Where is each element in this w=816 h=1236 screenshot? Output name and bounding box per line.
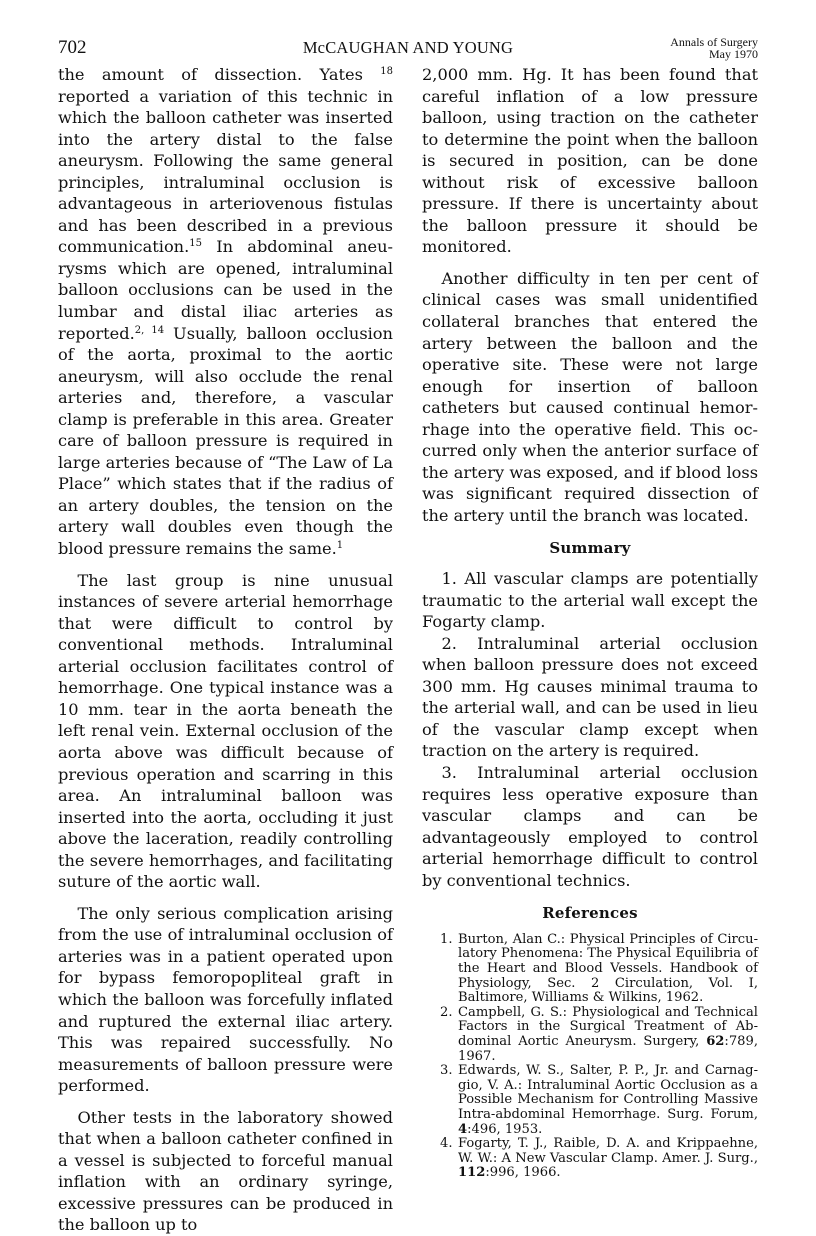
reference-text: Fogarty, T. J., Raible, D. A. and Krippaehne, W. W.: A New Vascular Clamp. Amer. J. Surg., <box>458 1136 758 1166</box>
text-run: reported a variation of this technic in which the balloon catheter was inserted into the artery distal to the false aneurysm. Following the same general principles, intraluminal occlusion is advantageous in arteriovenous fistulas and has been described in a previous communication. <box>58 86 393 257</box>
body-paragraph: The last group is nine unusual instances of severe arterial hemorrhage that were difficult to control by conventional methods. Intraluminal arterial occlusion facilitates control of hemorrhage. One typical instance was a 10 mm. tear in the aorta beneath the left renal vein. External occlusion of the aorta above was difficult because of previous operation and scarring in this area. An intraluminal balloon was inserted into the aorta, occluding it just above the laceration, readily controlling the severe hemorrhages, and facilitating suture of the aortic wall. <box>58 570 393 892</box>
citation-superscript: 2, 14 <box>134 324 165 336</box>
journal-citation <box>670 36 758 60</box>
reference-pages: :996, 1966. <box>485 1165 561 1181</box>
reference-item <box>422 1137 758 1181</box>
body-paragraph <box>58 64 393 560</box>
reference-number: 3. <box>440 1063 453 1079</box>
text-run: the amount of dissection. Yates <box>58 65 381 84</box>
references-heading: References <box>542 904 638 923</box>
summary-item: 3. Intraluminal arterial occlusion requires less operative exposure than vascular clamps and can be advantageously employed to control arterial hemorrhage difficult to control by conventional technics. <box>422 762 758 890</box>
summary-item: 2. Intraluminal arterial occlusion when balloon pressure does not exceed 300 mm. Hg causes minimal trauma to the arterial wall, and can be used in lieu of the vascular clamp except when traction on the artery is required. <box>422 633 758 761</box>
reference-number: 1. <box>440 931 453 947</box>
citation-superscript: 18 <box>380 66 393 77</box>
journal-name: Annals of Surgery <box>670 35 758 49</box>
reference-pages: :789, 1967. <box>458 1033 758 1064</box>
reference-item <box>422 1006 758 1064</box>
left-column <box>58 64 393 1236</box>
reference-volume: 4 <box>458 1121 468 1137</box>
reference-item <box>422 1064 758 1137</box>
reference-text: Campbell, G. S.: Physiological and Technical Factors in the Surgical Treatment of Abdominal Aortic Aneurysm. Surgery, <box>458 1004 758 1049</box>
reference-volume: 62 <box>706 1033 725 1049</box>
running-title: McCAUGHAN AND YOUNG <box>302 38 514 57</box>
body-paragraph: Another difficulty in ten per cent of clinical cases was small unidentified collateral branches that entered the artery between the balloon and the operative site. These were not large enough for insertion of balloon catheters but caused continual hemorrhage into the operative field. This occurred only when the anterior surface of the artery was exposed, and if blood loss was significant required dissection of the artery until the branch was located. <box>422 268 758 525</box>
right-column <box>422 64 758 1181</box>
citation-superscript: 1 <box>336 540 344 552</box>
reference-pages: :496, 1953. <box>467 1121 543 1137</box>
reference-item <box>422 933 758 1006</box>
body-paragraph: Other tests in the laboratory showed that when a balloon catheter confined in a vessel is subjected to forceful manual inflation with an ordinary syringe, excessive pressures can be produced in the balloon up to <box>58 1107 393 1235</box>
text-run: In abdominal aneurysms which are opened, intraluminal balloon occlusions can be used in the lumbar and distal iliac arteries as reported. <box>58 237 393 343</box>
reference-text: Edwards, W. S., Salter, P. P., Jr. and Carnaggio, V. A.: Intraluminal Aortic Occlusion as a Possible Mechanism for Controlling Massive Intra-abdominal Hemorrhage. Surg. Forum, <box>458 1063 758 1122</box>
reference-volume: 112 <box>458 1165 486 1181</box>
reference-number: 4. <box>440 1136 453 1152</box>
reference-number: 2. <box>440 1004 453 1020</box>
summary-heading: Summary <box>549 539 631 558</box>
running-head <box>58 34 758 64</box>
journal-date: May 1970 <box>709 47 758 61</box>
summary-item: 1. All vascular clamps are potentially traumatic to the arterial wall except the Fogarty clamp. <box>422 569 758 632</box>
citation-superscript: 15 <box>189 238 202 250</box>
reference-list <box>422 933 758 1181</box>
body-paragraph: The only serious complication arising from the use of intraluminal occlusion of arteries was in a patient operated upon for bypass femoropopliteal graft in which the balloon was forcefully inflated and ruptured the external iliac artery. This was repaired successfully. No measurements of balloon pressure were performed. <box>58 903 393 1096</box>
text-run: Usually, balloon occlusion of the aorta, proximal to the aortic aneurysm, will also occlude the renal arteries and, therefore, a vascular clamp is preferable in this area. Greater care of balloon pressure is required in large arteries because of “The Law of La Place” which states that if the radius of an artery doubles, the tension on the artery wall doubles even though the blood pressure remains the same. <box>58 323 393 559</box>
body-paragraph: 2,000 mm. Hg. It has been found that careful inflation of a low pressure balloon, using traction on the catheter to determine the point when the balloon is secured in position, can be done without risk of excessive balloon pressure. If there is uncertainty about the balloon pressure it should be monitored. <box>422 65 758 257</box>
page-number: 702 <box>58 37 87 58</box>
reference-text: Burton, Alan C.: Physical Principles of Circulatory Phenomena: The Physical Equilibria of the Heart and Blood Vessels. Handbook of Physiology, Sec. 2 Circulation, Vol. I, Baltimore, Williams & Wilkins, 1962. <box>458 931 758 1006</box>
